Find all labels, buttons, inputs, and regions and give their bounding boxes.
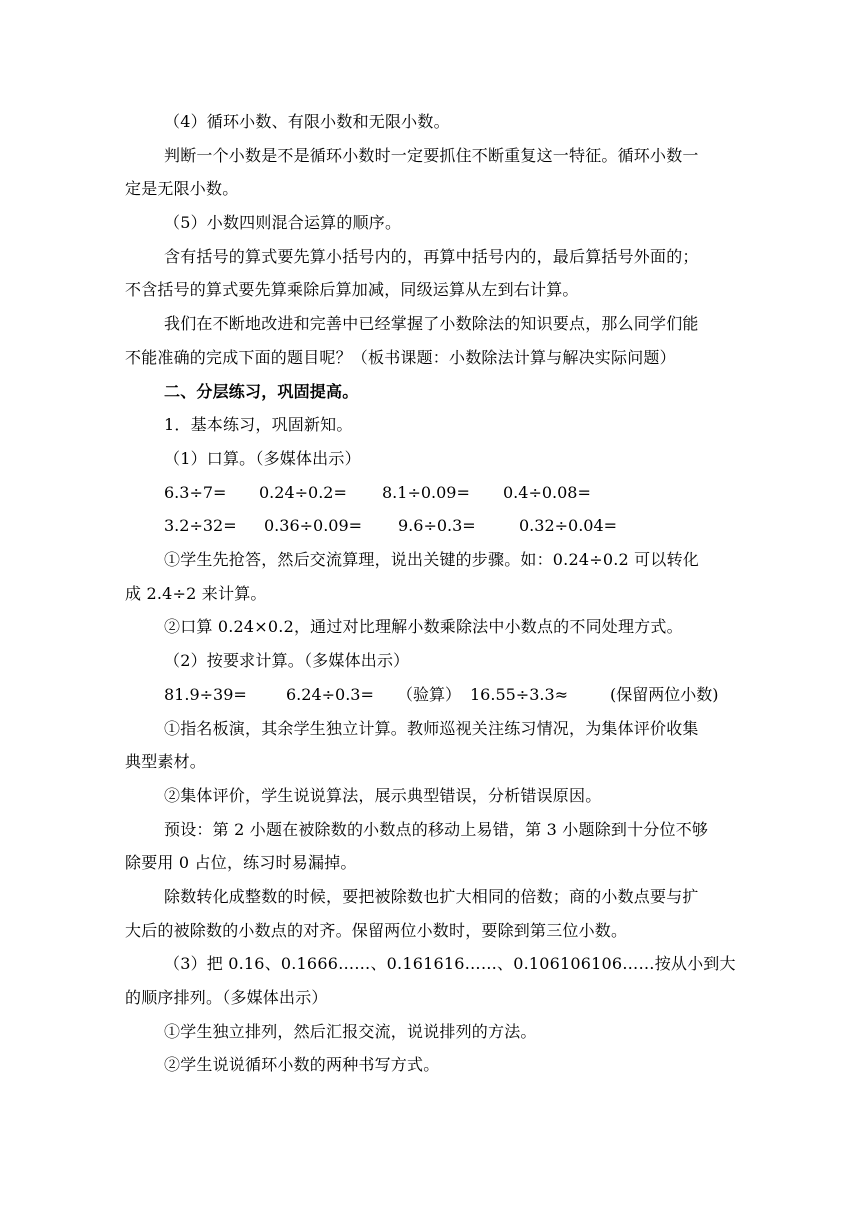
expression: 6.3÷7= — [164, 483, 227, 502]
subheading-required-calculation: （2）按要求计算。（多媒体出示） — [164, 651, 410, 670]
expression: 6.24÷0.3= — [286, 685, 374, 704]
paragraph-line: 我们在不断地改进和完善中已经掌握了小数除法的知识要点，那么同学们能 — [164, 314, 699, 333]
paragraph-line: ①学生独立排列，然后汇报交流，说说排列的方法。 — [164, 1022, 537, 1041]
paragraph-line: ①指名板演，其余学生独立计算。教师巡视关注练习情况，为集体评价收集 — [164, 719, 699, 738]
subheading-recurring-decimals: （4）循环小数、有限小数和无限小数。 — [164, 112, 450, 131]
paragraph-line: 大后的被除数的小数点的对齐。保留两位小数时，要除到第三位小数。 — [125, 921, 628, 940]
paragraph-line: 含有括号的算式要先算小括号内的，再算中括号内的，最后算括号外面的； — [164, 247, 699, 266]
paragraph-line: 典型素材。 — [125, 752, 207, 771]
rounding-note: (保留两位小数) — [610, 685, 719, 704]
paragraph-line: 成 2.4÷2 来计算。 — [125, 584, 267, 603]
expression: 8.1÷0.09= — [382, 483, 470, 502]
expression: 0.32÷0.04= — [519, 516, 618, 535]
expression: 81.9÷39= — [164, 685, 247, 704]
verification-note: （验算） — [397, 685, 462, 704]
expression: 0.4÷0.08= — [503, 483, 591, 502]
paragraph-line: 判断一个小数是不是循环小数时一定要抓住不断重复这一特征。循环小数一 — [164, 146, 699, 165]
section-heading: 二、分层练习，巩固提高。 — [164, 382, 359, 401]
paragraph-line: 除数转化成整数的时候，要把被除数也扩大相同的倍数；商的小数点要与扩 — [164, 887, 699, 906]
subheading-mixed-operations: （5）小数四则混合运算的顺序。 — [164, 213, 402, 232]
paragraph-line: 不能准确的完成下面的题目呢？（板书课题：小数除法计算与解决实际问题） — [125, 348, 676, 367]
paragraph-line: 的顺序排列。（多媒体出示） — [125, 988, 328, 1007]
expression: 3.2÷32= — [164, 516, 237, 535]
expression: 16.55÷3.3≈ — [470, 685, 569, 704]
expression: 9.6÷0.3= — [398, 516, 476, 535]
paragraph-line: 预设：第 2 小题在被除数的小数点的移动上易错，第 3 小题除到十分位不够 — [164, 820, 709, 839]
paragraph-line: 不含括号的算式要先算乘除后算加减，同级运算从左到右计算。 — [125, 280, 579, 299]
paragraph-line: ①学生先抢答，然后交流算理，说出关键的步骤。如：0.24÷0.2 可以转化 — [164, 550, 699, 569]
subheading-basic-practice: 1．基本练习，巩固新知。 — [164, 415, 353, 434]
paragraph-line: ②口算 0.24×0.2，通过对比理解小数乘除法中小数点的不同处理方式。 — [164, 617, 683, 636]
paragraph-line: 定是无限小数。 — [125, 179, 239, 198]
paragraph-line: ②集体评价，学生说说算法，展示典型错误，分析错误原因。 — [164, 786, 602, 805]
expression: 0.36÷0.09= — [264, 516, 363, 535]
subheading-oral-calculation: （1）口算。（多媒体出示） — [164, 449, 361, 468]
expression: 0.24÷0.2= — [259, 483, 347, 502]
paragraph-line: 除要用 0 占位，练习时易漏掉。 — [125, 853, 357, 872]
paragraph-line: ②学生说说循环小数的两种书写方式。 — [164, 1055, 440, 1074]
paragraph-line: （3）把 0.16、0.1666……、0.161616……、0.106106106……按从小到大 — [164, 954, 736, 973]
